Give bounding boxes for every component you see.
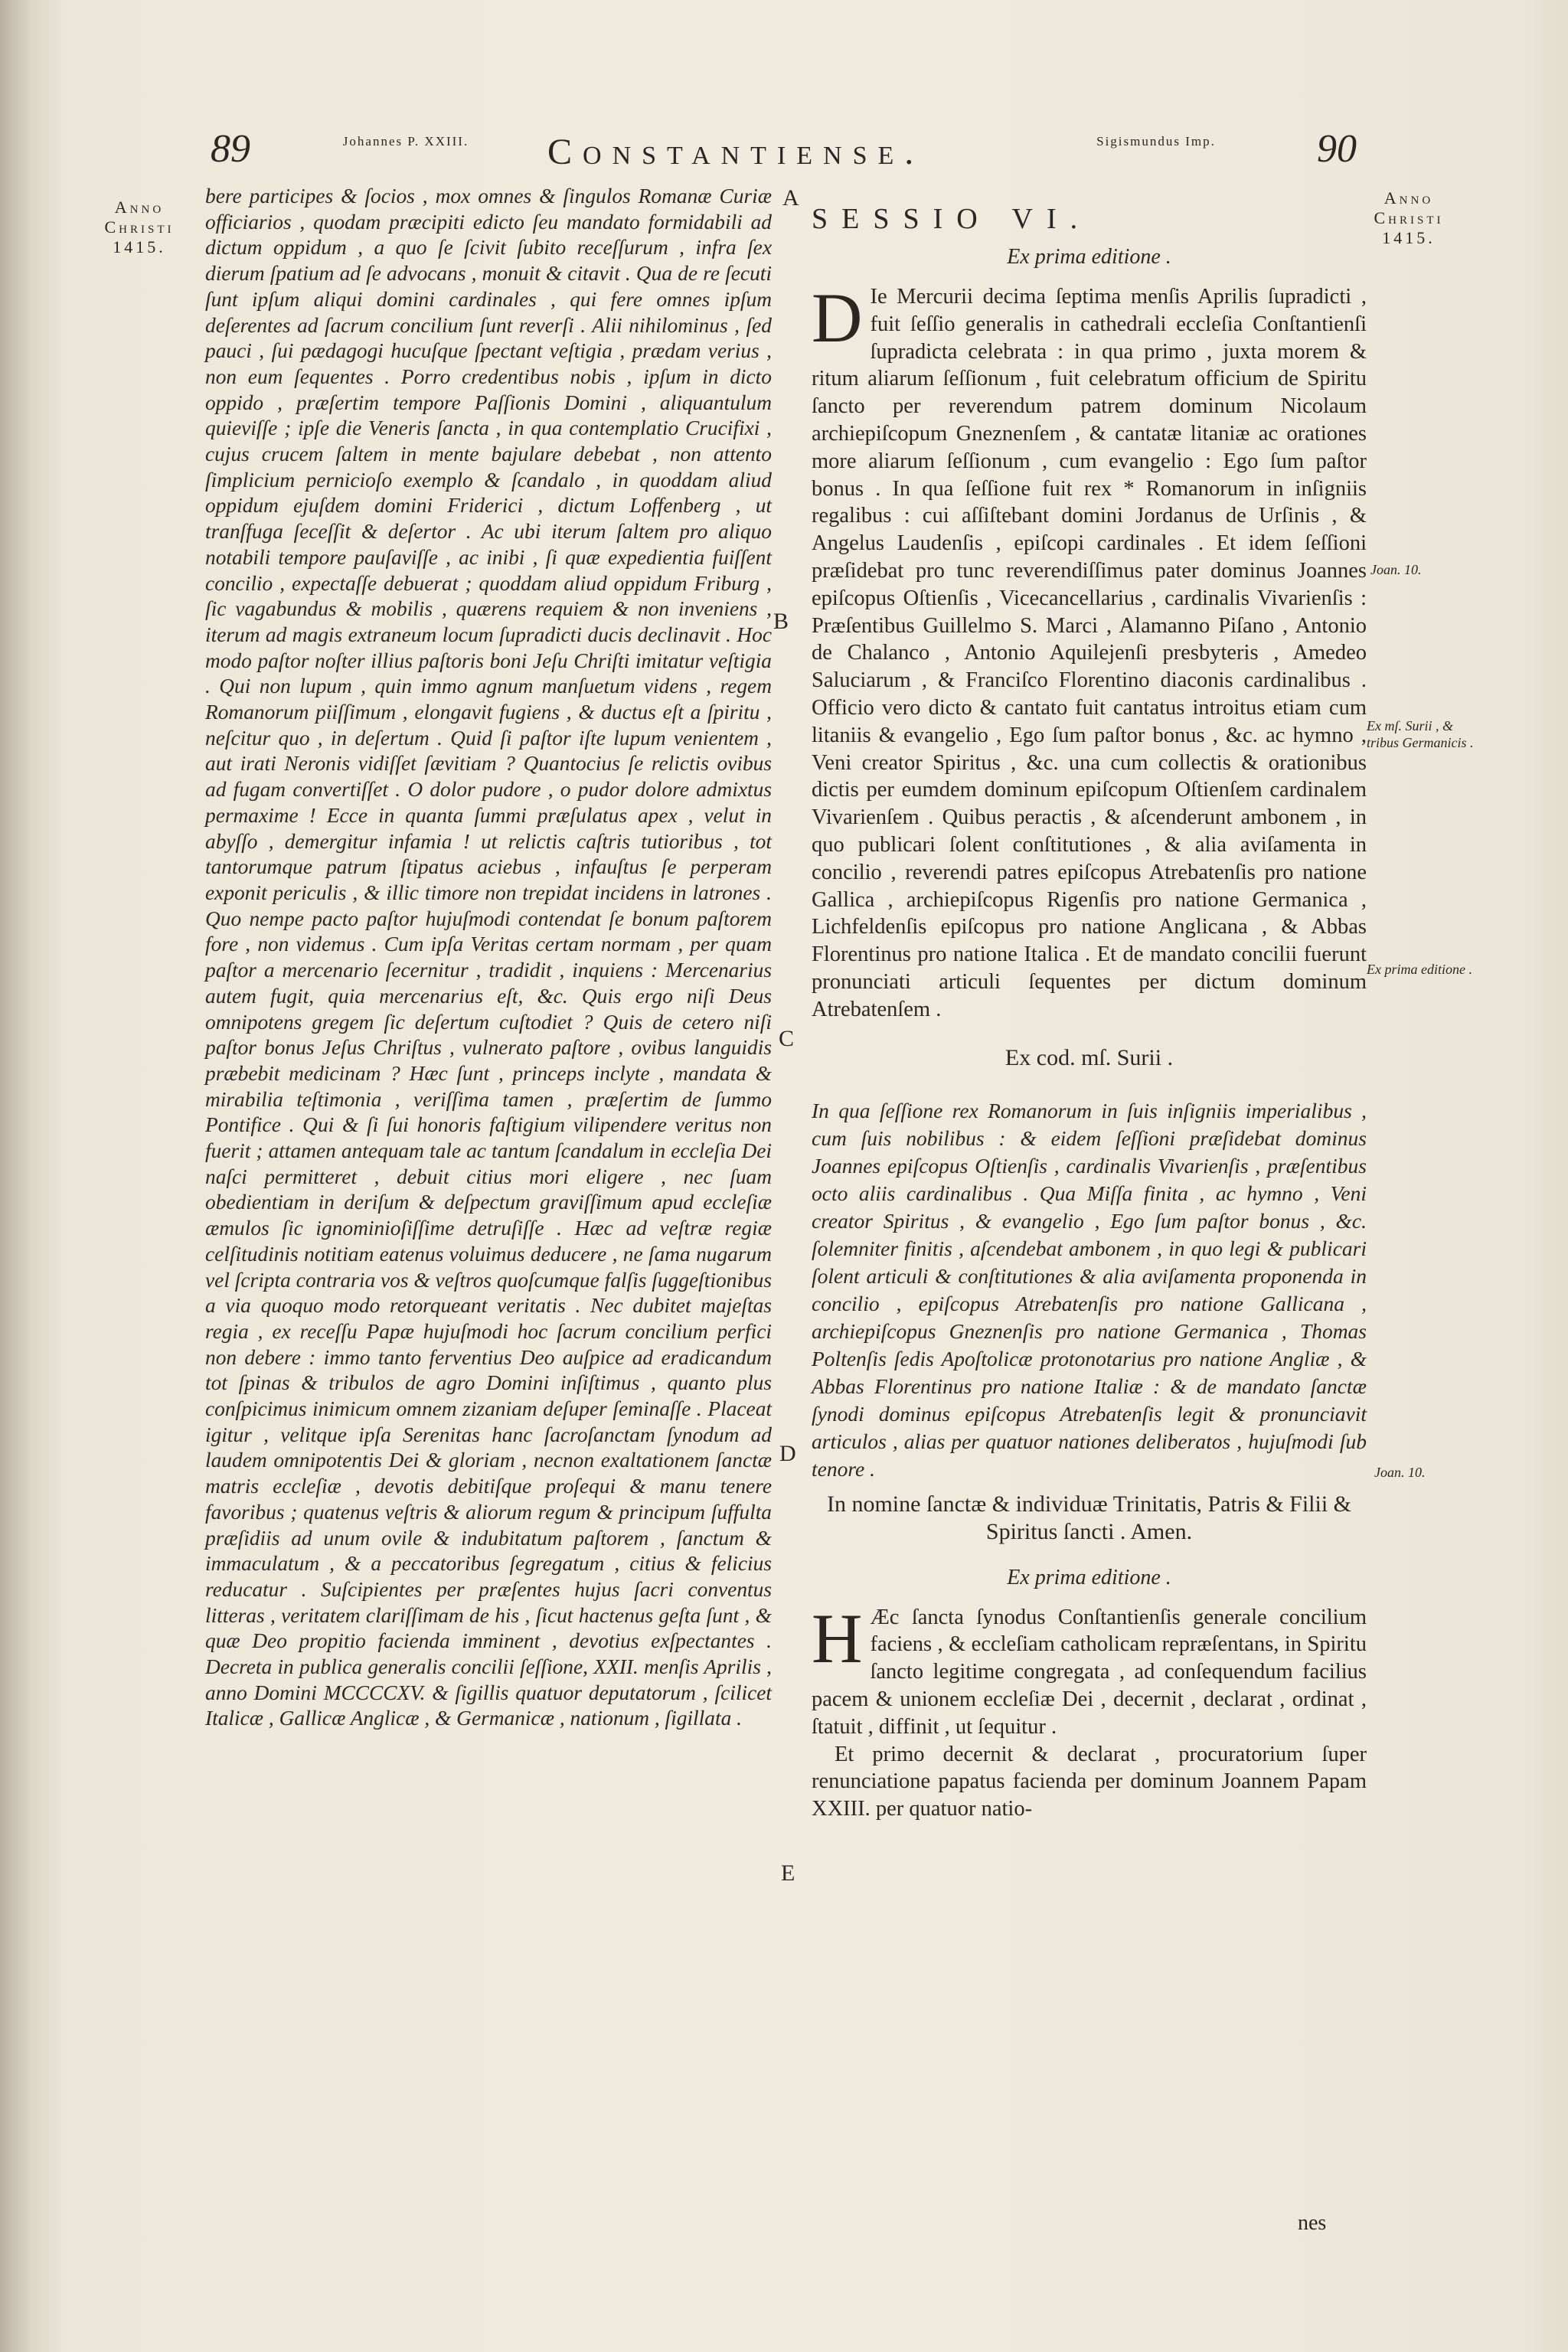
margin-note-prima: Ex prima editione . (1367, 962, 1472, 977)
margin-letter-d: D (779, 1441, 796, 1466)
page-number-right: 90 (1317, 127, 1357, 171)
margin-letter-a: A (782, 185, 799, 211)
margin-note-joan-2: Joan. 10. (1374, 1465, 1426, 1480)
source-heading-codex: Ex cod. mſ. Surii . (1004, 1044, 1174, 1070)
page-header (0, 126, 1568, 180)
margin-letter-b: B (773, 609, 789, 634)
drop-cap-h: H (812, 1599, 863, 1677)
decree-paragraph-text: Æc ſancta ſynodus Conſtantienſis generale concilium faciens , & eccleſiam catholicam repræſentans, in Spiritu ſancto legitime congregata , ad conſequendum facilius pacem & unionem eccleſiæ Dei , decernit , declarat , ordinat , ſtatuit , diffinit , ut ſequitur . (812, 1605, 1367, 1739)
running-title: Constantiense. (547, 132, 925, 172)
session-title: SESSIO VI. (812, 203, 1092, 235)
margin-note-ms-surii: Ex mſ. Surii , & tribus Germanicis . (1367, 718, 1474, 750)
margin-note-joan-1: Joan. 10. (1370, 562, 1422, 577)
drop-cap-d: D (812, 279, 863, 357)
right-column (812, 191, 1367, 1823)
margin-letter-c: C (779, 1026, 795, 1051)
source-heading-2: Ex prima editione . (1007, 1565, 1171, 1589)
decree-paragraph (812, 1599, 1367, 1741)
running-head-left: Johannes P. XXIII. (342, 134, 469, 149)
left-column (205, 184, 772, 1732)
catchword: nes (1298, 2211, 1327, 2235)
invocation: In nomine ſanctæ & individuæ Trinitatis, Patris & Filii & Spiritus ſancti . Amen. (826, 1491, 1352, 1544)
margin-letter-e: E (781, 1860, 795, 1886)
session-paragraph-1 (812, 279, 1367, 1024)
page-number-left: 89 (211, 127, 250, 171)
session-paragraph-1-text: Ie Mercurii decima ſeptima menſis Aprilis ſupradicti , fuit ſeſſio generalis in cathedrali eccleſia Conſtantienſi ſupradicta celebrata : in qua primo , juxta morem & ritum aliarum ſeſſionum , fuit celebratum officium de Spiritu ſancto per reverendum patrem dominum Nicolaum archiepiſcopum Gneznenſem , & cantatæ litaniæ ac orationes more aliarum ſeſſionum , cum evangelio : Ego ſum paſtor bonus . In qua ſeſſione fuit rex * Romanorum in inſigniis regalibus : cui aſſiſtebant domini Jordanus de Urſinis , & Angelus Laudenſis , epiſcopi cardinales . Et idem ſeſſioni præſidebat pro tunc reverendiſſimus pater dominus Joannes epiſcopus Oſtienſis , Vicecancellarius , cardinalis Vivarienſis : Præſentibus Guillelmo S. Marci , Alamanno Piſano , Antonio de Chalanco , Antonio Aquilejenſi presbyteris , Amedeo Saluciarum , & Franciſco Florentino diaconis cardinalibus . Officio vero dicto & cantato fuit cantatus introitus etiam cum litaniis & evangelio , Ego ſum paſtor bonus , &c. ac hymno , Veni creator Spiritus , &c. una cum collectis & orationibus dictis per eumdem dominum epiſcopum Oſtienſem cardinalem Vivarienſem . Quibus peractis , & aſcenderunt ambonem , in quo publicari ſolent conſtitutiones , & alia aviſamenta in concilio , reverendi patres epiſcopus Atrebatenſis pro natione Gallica , archiepiſcopus Rigenſis pro natione Germanica , Lichfeldenſis epiſcopus pro natione Anglicana , & Abbas Florentinus pro natione Italica . Et de mandato concilii fuerunt pronunciati articuli ſequentes per dictum dominum Atrebatenſem . (812, 285, 1367, 1021)
margin-anno-left: Anno Christi 1415. (104, 198, 175, 256)
decree-paragraph-2: Et primo decernit & declarat , procuratorium ſuper renunciatione papatus facienda per dominum Joannem Papam XXIII. per quatuor natio- (812, 1742, 1367, 1821)
source-heading-1: Ex prima editione . (1007, 245, 1171, 269)
running-head-right: Sigismundus Imp. (1096, 134, 1216, 149)
session-paragraph-2: In qua ſeſſione rex Romanorum in ſuis inſigniis imperialibus , cum ſuis nobilibus : & eidem ſeſſioni præſidebat dominus Joannes epiſcopus Oſtienſis , cardinalis Vivarienſis , præſentibus octo aliis cardinalibus . Qua Miſſa finita , ac hymno , Veni creator Spiritus , & evangelio , Ego ſum paſtor bonus , &c. ſolemniter finitis , aſcendebat ambonem , in quo legi & publicari ſolent articuli & conſtitutiones & alia aviſamenta proponenda in concilio , epiſcopus Atrebatenſis pro natione Gallicana , archiepiſcopus Gneznenſis pro natione Germanica , Thomas Poltenſis ſedis Apoſtolicæ protonotarius pro natione Angliæ , & Abbas Florentinus pro natione Italiæ : & de mandato ſanctæ ſynodi dominus epiſcopus Atrebatenſis legit & pronunciavit articulos , alias per quatuor nationes deliberatos , hujuſmodi ſub tenore . (812, 1098, 1367, 1481)
margin-anno-right: Anno Christi 1415. (1374, 188, 1444, 247)
left-column-text: bere participes & ſocios , mox omnes & ſingulos Romanæ Curiæ officiarios , quodam præcipiti edicto ſeu mandato formidabili ad dictum oppidum , a quo ſe ſcivit ſubito receſſurum , infra ſex dierum ſpatium ad ſe advocans , monuit & citavit . Qua de re ſecuti ſunt ipſum aliqui domini cardinales , qui fere omnes ipſum deſerentes ad ſacrum concilium ſunt reverſi . Alii nihilominus , ſed pauci , ſui pædagogi hucuſque ſpectant veſtigia , prædam verius , non eum ſequentes . Porro credentibus nobis , ipſum in dicto oppido , præſertim tempore Paſſionis Domini , aliquantulum quieviſſe ; ipſe die Veneris ſancta , in qua contemplatio Crucifixi , cujus crucem ſaltem in mente bajulare debebat , non attento ſimplicium pernicioſo exemplo & ſcandalo , in quoddam aliud oppidum ejuſdem domini Friderici , dictum Loffenberg , ut tranſfuga ſeceſſit & deſertor . Ac ubi iterum ſaltem pro aliquo notabili tempore pauſaviſſe , ac inibi , ſi quæ expedientia fuiſſent concilio , expectaſſe debuerat ; quoddam aliud oppidum Friburg , ſic vagabundus & mobilis , quærens requiem & non inveniens , iterum ad magis extraneum locum ſupradicti ducis declinavit . Hoc modo paſtor noſter illius paſtoris boni Jeſu Chriſti imitatur veſtigia . Qui non lupum , quin immo agnum manſuetum videns , regem Romanorum piiſſimum , elongavit fugiens , & ductus eſt a ſpiritu , neſcitur quo , in deſertum . Quid ſi paſtor iſte lupum venientem , aut irati Neronis vidiſſet ſævitiam ? Quantocius ſe relictis ovibus ad fugam convertiſſet . O dolor pudore , o pudor dolore admixtus permaxime ! Ecce in quanta ſummi præſulatus apex , velut in abyſſo , demergitur infamia ! ut relictis caſtris tutioribus , tot tantorumque patrum ſtipatus aciebus , infauſtus ſe perperam exponit periculis , & illic timore non trepidat incidens in latrones . Quo nempe pacto paſtor hujuſmodi contendat ſe bonum paſtorem fore , non videmus . Cum ipſa Veritas certam normam , per quam paſtor a mercenario ſecernitur , tradidit , inquiens : Mercenarius autem fugit, quia mercenarius eſt, &c. Quis ergo niſi Deus omnipotens gregem ſic deſertum cuſtodiet ? Quis de cetero niſi paſtor bonus Jeſus Chriſtus , vulnerato paſtore , ovibus languidis præbebit medicinam ? Hæc ſunt , princeps inclyte , mandata & mirabilia teſtimonia , veriſſima tamen , præſertim de ſummo Pontifice . Qui & ſi ſui honoris faſtigium vilipendere veritus non fuerit ; attamen antequam tale ac tantum ſcandalum in eccleſia Dei naſci permitteret , debuit citius mori eligere , nec ſuam obedientiam in deriſum & deſpectum graviſſimum apud eccleſiæ æmulos ſic ignominioſiſſime detruſiſſe . Hæc ad veſtræ regiæ celſitudinis notitiam eatenus voluimus deducere , ne ſama nugarum vel ſcripta contraria vos & veſtros quoſcumque falſis ſuggeſtionibus a via quoquo modo retorqueant veritatis . Nec dubitet majeſtas regia , ex receſſu Papæ hujuſmodi hoc ſacrum concilium perfici non debere : immo tanto ferventius Deo auſpice ad eradicandum tot ſpinas & tribulos de agro Domini inſiſtimus , quanto plus conſpicimus inimicum omnem zizaniam deſuper ſeminaſſe . Placeat igitur , velitque ipſa Serenitas hanc ſacroſanctam ſynodum ad laudem omnipotentis Dei & gloriam , necnon exaltationem ſanctæ matris eccleſiæ , devotis debitiſque proſequi & manu tenere favoribus ; quatenus veſtris & aliorum regum & principum ſuffulta præſidiis ad unum ovile & indubitatum paſtorem , ſanctum & immaculatum , & a peccatoribus ſegregatum , citius & felicius reducatur . Suſcipientes per præſentes hujus ſacri conventus litteras , veritatem clariſſimam de his , ſicut hactenus geſta ſunt , & quæ Deo propitio facienda imminent , devotius exſpectantes . Decreta in publica generalis concilii ſeſſione, XXII. menſis Aprilis , anno Domini MCCCCXV. & ſigillis quatuor deputatorum , ſcilicet Italicæ , Gallicæ Anglicæ , & Germanicæ , nationum , ſigillata . (205, 185, 772, 1730)
